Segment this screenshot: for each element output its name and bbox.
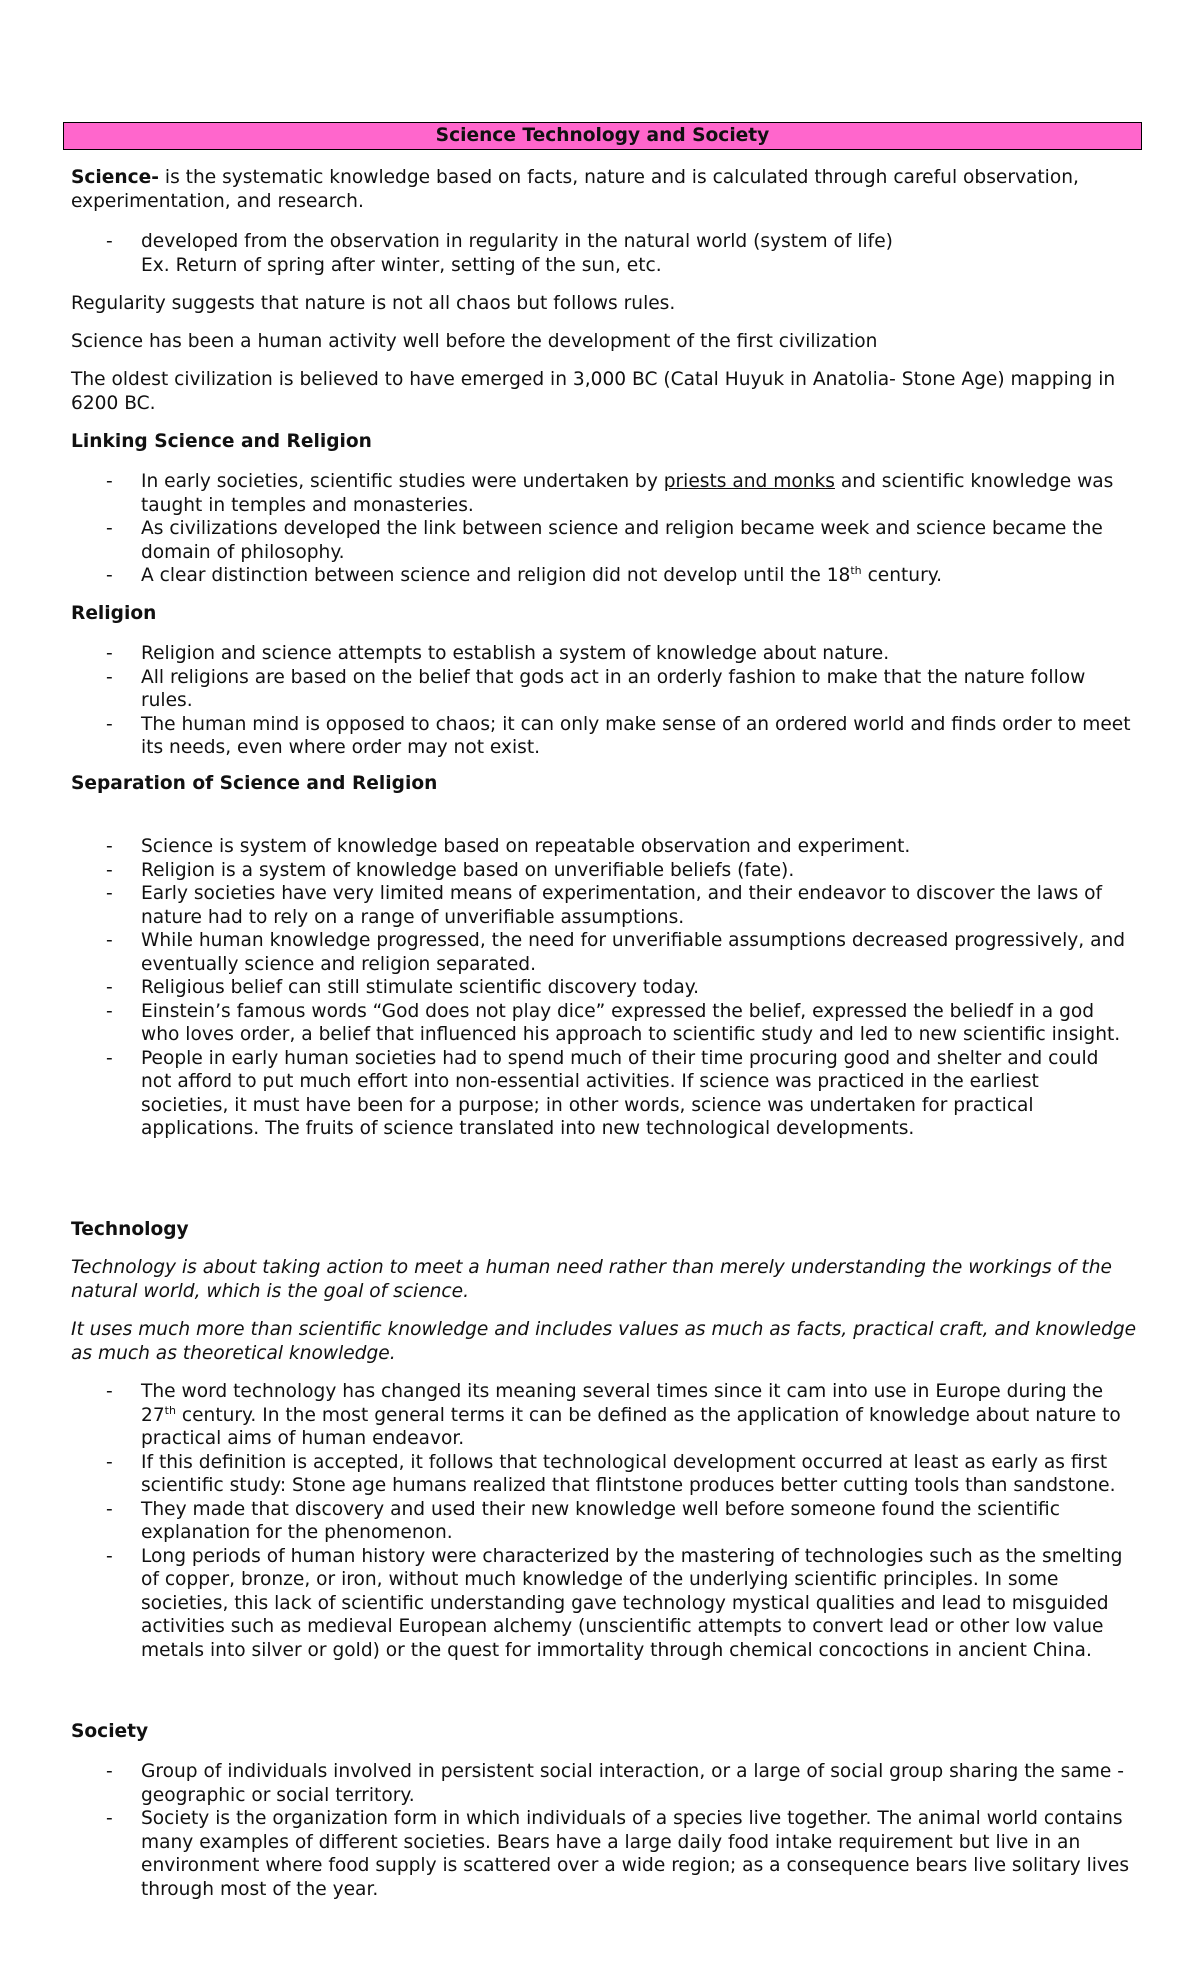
linking-item3-post: century. bbox=[861, 565, 942, 586]
list-item bbox=[71, 642, 1131, 666]
technology-list bbox=[71, 1380, 1131, 1662]
separation-item: Religion is a system of knowledge based on unverifiable beliefs (fate). bbox=[141, 859, 795, 881]
society-item: Society is the organization form in which individuals of a species live together. The animal world contains many examples of different societies. Bears have a large daily food intake requirement but live in an environment where food supply is scattered over a wide region; as a consequence bears live solitary lives through most of the year. bbox=[141, 1808, 1130, 1900]
list-item bbox=[71, 1000, 1131, 1047]
technology-heading: Technology bbox=[71, 1219, 189, 1240]
list-item bbox=[71, 666, 1131, 713]
separation-item: Einstein’s famous words “God does not play dice” expressed the belief, expressed the beliedf in a god who loves order, a belief that influenced his approach to scientific study and led to new scientific insight. bbox=[141, 1000, 1121, 1045]
list-item bbox=[71, 1498, 1131, 1545]
bullet-dash: - bbox=[106, 518, 113, 539]
technology-italic-paragraph-2: It uses much more than scientific knowledge and includes values as much as facts, practical craft, and knowledge as much as theoretical knowledge. bbox=[71, 1319, 1137, 1364]
linking-item1-pre: In early societies, scientific studies were undertaken by bbox=[141, 471, 664, 492]
intro-point-line2: Ex. Return of spring after winter, setting of the sun, etc. bbox=[141, 254, 662, 276]
bullet-dash: - bbox=[106, 1808, 113, 1829]
religion-item: The human mind is opposed to chaos; it can only make sense of an ordered world and finds order to meet its needs, even where order may not exist. bbox=[141, 713, 1131, 758]
priests-and-monks-text: priests and monks bbox=[663, 471, 835, 492]
separation-item: While human knowledge progressed, the need for unverifiable assumptions decreased progressively, and eventually science and religion separated. bbox=[141, 930, 1126, 975]
bullet-dash: - bbox=[106, 977, 113, 998]
superscript-th: th bbox=[164, 1403, 176, 1417]
bullet-dash: - bbox=[106, 930, 113, 951]
bullet-dash: - bbox=[106, 231, 113, 252]
bullet-dash: - bbox=[106, 643, 113, 664]
technology-item: Long periods of human history were characterized by the mastering of technologies such as the smelting of copper, bronze, or iron, without much knowledge of the underlying scientific principles. In some societies, this lack of scientific understanding gave technology mystical qualities and lead to misguided activities such as medieval European alchemy (unscientific attempts to convert lead or other low value metals into silver or gold) or the quest for immortality through chemical concoctions in ancient China. bbox=[141, 1545, 1123, 1661]
technology-item: They made that discovery and used their new knowledge well before someone found the scientific explanation for the phenomenon. bbox=[141, 1498, 1060, 1543]
bullet-dash: - bbox=[106, 1381, 113, 1402]
list-item bbox=[71, 1760, 1131, 1807]
society-item: Group of individuals involved in persistent social interaction, or a large of social group sharing the same - geographic or social territory. bbox=[141, 1761, 1124, 1806]
superscript-th: th bbox=[850, 563, 862, 577]
list-item bbox=[71, 564, 1131, 588]
bullet-dash: - bbox=[106, 1451, 113, 1473]
list-item bbox=[71, 1545, 1131, 1663]
religion-item: All religions are based on the belief that gods act in an orderly fashion to make that the nature follow rules. bbox=[141, 666, 1086, 711]
society-list bbox=[71, 1760, 1131, 1901]
human-activity-paragraph: Science has been a human activity well before the development of the first civilization bbox=[71, 331, 878, 352]
bullet-dash: - bbox=[106, 666, 113, 688]
science-definition bbox=[71, 166, 1146, 213]
technology-item1-pre: The word technology has changed its meaning several times since it cam into use in Europe during the 27 bbox=[141, 1381, 1104, 1426]
list-item bbox=[71, 859, 1131, 883]
religion-list bbox=[71, 642, 1131, 760]
list-item bbox=[71, 882, 1131, 929]
technology-italic-paragraph-1: Technology is about taking action to meet a human need rather than merely understanding the workings of the natural world, which is the goal of science. bbox=[71, 1257, 1112, 1302]
bullet-dash: - bbox=[106, 859, 113, 881]
science-definition-text: is the systematic knowledge based on facts, nature and is calculated through careful observation, experimentation, and research. bbox=[71, 167, 1079, 212]
bullet-dash: - bbox=[106, 565, 113, 586]
list-item bbox=[71, 976, 1131, 1000]
list-item bbox=[71, 1047, 1131, 1141]
linking-heading: Linking Science and Religion bbox=[71, 431, 372, 452]
list-item bbox=[71, 1807, 1131, 1901]
document-title: Science Technology and Society bbox=[63, 122, 1142, 150]
bullet-dash: - bbox=[106, 836, 113, 857]
list-item bbox=[71, 517, 1131, 564]
bullet-dash: - bbox=[106, 883, 113, 904]
bullet-dash: - bbox=[106, 1545, 113, 1567]
linking-item1-post: and scientific knowledge was taught in temples and monasteries. bbox=[141, 471, 1114, 516]
list-item bbox=[71, 1451, 1131, 1498]
list-item bbox=[71, 835, 1131, 859]
bullet-dash: - bbox=[106, 1047, 113, 1069]
bullet-dash: - bbox=[106, 713, 113, 735]
intro-list bbox=[71, 230, 1131, 277]
separation-list bbox=[71, 835, 1131, 1141]
list-item bbox=[71, 470, 1131, 517]
list-item bbox=[71, 713, 1131, 760]
religion-item: Religion and science attempts to establish a system of knowledge about nature. bbox=[141, 643, 890, 664]
linking-item2: As civilizations developed the link between science and religion became week and science became the domain of philosophy. bbox=[141, 518, 1103, 563]
technology-item1-post: century. In the most general terms it can be defined as the application of knowledge about nature to practical aims of human endeavor. bbox=[141, 1404, 1121, 1449]
separation-item: Early societies have very limited means of experimentation, and their endeavor to discover the laws of nature had to rely on a range of unverifiable assumptions. bbox=[141, 883, 1103, 928]
bullet-dash: - bbox=[106, 1761, 113, 1782]
bullet-dash: - bbox=[106, 1000, 113, 1022]
society-heading: Society bbox=[71, 1721, 149, 1742]
regularity-paragraph: Regularity suggests that nature is not all chaos but follows rules. bbox=[71, 293, 676, 314]
science-term: Science- bbox=[71, 167, 159, 188]
separation-item: Science is system of knowledge based on repeatable observation and experiment. bbox=[141, 836, 911, 857]
linking-list bbox=[71, 470, 1131, 588]
list-item bbox=[71, 1380, 1131, 1451]
list-item bbox=[71, 230, 1131, 277]
intro-point-line1: developed from the observation in regularity in the natural world (system of life) bbox=[141, 231, 893, 252]
technology-item: If this definition is accepted, it follows that technological development occurred at least as early as first scientific study: Stone age humans realized that flintstone produces better cutting tools than sandstone. bbox=[141, 1451, 1116, 1496]
religion-heading: Religion bbox=[71, 603, 157, 624]
oldest-civilization-paragraph: The oldest civilization is believed to have emerged in 3,000 BC (Catal Huyuk in Anatolia- Stone Age) mapping in 6200 BC. bbox=[71, 369, 1116, 414]
bullet-dash: - bbox=[106, 1498, 113, 1520]
separation-heading: Separation of Science and Religion bbox=[71, 773, 438, 794]
list-item bbox=[71, 929, 1131, 976]
bullet-dash: - bbox=[106, 471, 113, 492]
separation-item: Religious belief can still stimulate scientific discovery today. bbox=[141, 977, 699, 998]
separation-item: People in early human societies had to spend much of their time procuring good and shelter and could not afford to put much effort into non-essential activities. If science was practiced in the earliest societies, it must have been for a purpose; in other words, science was undertaken for practical applications. The fruits of science translated into new technological developments. bbox=[141, 1047, 1099, 1139]
linking-item3-pre: A clear distinction between science and religion did not develop until the 18 bbox=[141, 565, 851, 586]
